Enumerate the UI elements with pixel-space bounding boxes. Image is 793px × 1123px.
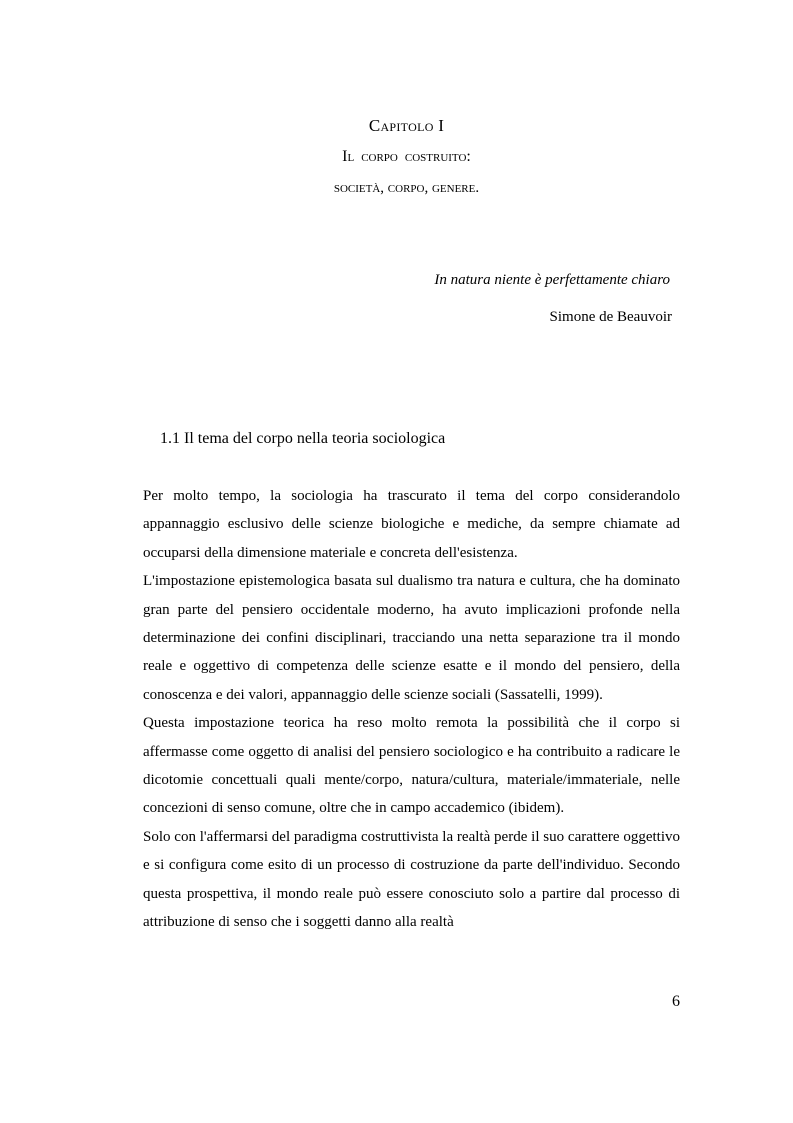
page-number: 6 bbox=[672, 993, 680, 1010]
paragraph: Solo con l'affermarsi del paradigma costruttivista la realtà perde il suo carattere oggettivo e si configura come esito di un processo di costruzione da parte dell'individuo. Secondo questa prospettiva, il mondo reale può essere conosciuto solo a partire dal processo di attribuzione di senso che i soggetti danno alla realtà bbox=[143, 828, 680, 931]
chapter-title: Capitolo I bbox=[368, 116, 445, 135]
epigraph-author: Simone de Beauvoir bbox=[549, 309, 672, 325]
paragraph: Questa impostazione teorica ha reso molto remota la possibilità che il corpo si affermasse come oggetto di analisi del pensiero sociologico e ha contribuito a radicare le dicotomie concettuali quali mente/corpo, natura/cultura, materiale/immateriale, nelle concezioni di senso comune, oltre che in campo accademico (ibidem). bbox=[143, 715, 680, 817]
paragraph: Per molto tempo, la sociologia ha trascurato il tema del corpo considerandolo appannaggio esclusivo delle scienze biologiche e mediche, da sempre chiamate ad occuparsi della dimensione materiale e concreta dell'esistenza. bbox=[143, 488, 680, 561]
epigraph-quote: In natura niente è perfettamente chiaro bbox=[434, 272, 670, 288]
chapter-subsubtitle: società, corpo, genere. bbox=[333, 180, 480, 196]
section-heading: 1.1 Il tema del corpo nella teoria sociologica bbox=[160, 430, 446, 447]
paragraph: L'impostazione epistemologica basata sul dualismo tra natura e cultura, che ha dominato gran parte del pensiero occidentale moderno, ha avuto implicazioni profonde nella determinazione dei confini disciplinari, tracciando una netta separazione tra il mondo reale e oggettivo di competenza delle scienze esatte e il mondo del pensiero, della conoscenza e dei valori, appannaggio delle scienze sociali (Sassatelli, 1999). bbox=[143, 573, 680, 703]
chapter-subtitle: Il corpo costruito: bbox=[342, 148, 471, 165]
body-text bbox=[143, 482, 680, 937]
